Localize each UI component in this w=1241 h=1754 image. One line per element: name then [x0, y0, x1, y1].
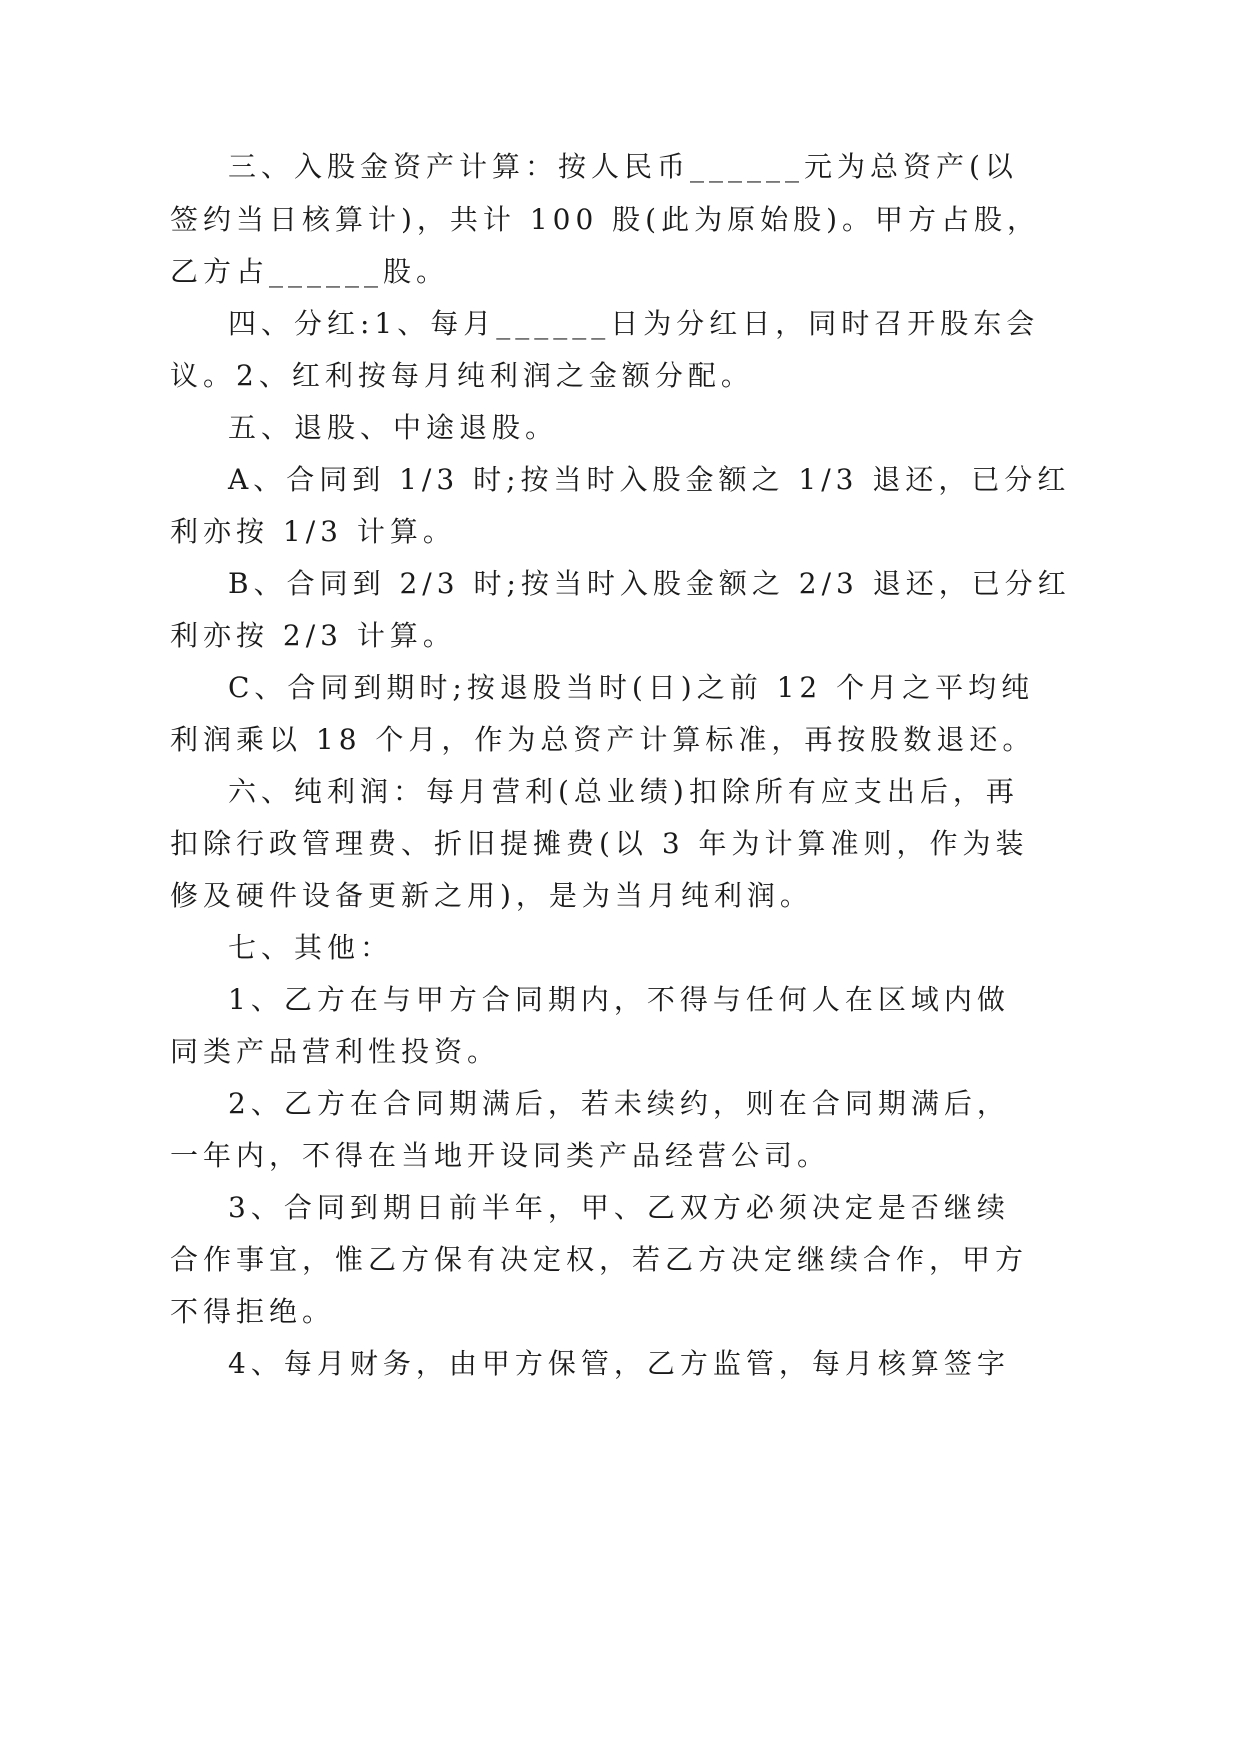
clause-5b-line-1: B、合同到 2/3 时;按当时入股金额之 2/3 退还，已分红 — [228, 567, 1071, 600]
clause-7-1-line-2: 同类产品营利性投资。 — [170, 1035, 501, 1068]
clause-7-2-line-1: 2、乙方在合同期满后，若未续约，则在合同期满后， — [228, 1087, 1010, 1120]
clause-4-line-1: 四、分红:1、每月______日为分红日，同时召开股东会 — [228, 307, 1040, 340]
clause-3-line-3: 乙方占______股。 — [170, 255, 450, 288]
clause-3-line-1: 三、入股金资产计算：按人民币______元为总资产(以 — [228, 150, 1018, 183]
clause-7-1-line-1: 1、乙方在与甲方合同期内，不得与任何人在区域内做 — [228, 983, 1010, 1016]
clause-5c-line-1: C、合同到期时;按退股当时(日)之前 12 个月之平均纯 — [228, 671, 1035, 704]
clause-6-line-2: 扣除行政管理费、折旧提摊费(以 3 年为计算准则，作为装 — [170, 827, 1029, 860]
clause-3-line-2: 签约当日核算计)，共计 100 股(此为原始股)。甲方占股， — [170, 203, 1041, 236]
clause-6-line-1: 六、纯利润：每月营利(总业绩)扣除所有应支出后，再 — [228, 775, 1019, 808]
clause-4-line-2: 议。2、红利按每月纯利润之金额分配。 — [170, 359, 754, 392]
clause-5a-line-1: A、合同到 1/3 时;按当时入股金额之 1/3 退还，已分红 — [228, 463, 1071, 496]
clause-5-heading: 五、退股、中途退股。 — [228, 411, 559, 444]
clause-5c-line-2: 利润乘以 18 个月，作为总资产计算标准，再按股数退还。 — [170, 723, 1036, 756]
clause-7-4-line-1: 4、每月财务，由甲方保管，乙方监管，每月核算签字 — [228, 1347, 1010, 1380]
clause-6-line-3: 修及硬件设备更新之用)，是为当月纯利润。 — [170, 879, 813, 912]
clause-5a-line-2: 利亦按 1/3 计算。 — [170, 515, 456, 548]
clause-7-3-line-1: 3、合同到期日前半年，甲、乙双方必须决定是否继续 — [228, 1191, 1010, 1224]
clause-7-3-line-3: 不得拒绝。 — [170, 1295, 336, 1328]
clause-7-2-line-2: 一年内，不得在当地开设同类产品经营公司。 — [170, 1139, 831, 1172]
clause-5b-line-2: 利亦按 2/3 计算。 — [170, 619, 456, 652]
clause-7-heading: 七、其他： — [228, 931, 394, 964]
clause-7-3-line-2: 合作事宜，惟乙方保有决定权，若乙方决定继续合作，甲方 — [170, 1243, 1029, 1276]
